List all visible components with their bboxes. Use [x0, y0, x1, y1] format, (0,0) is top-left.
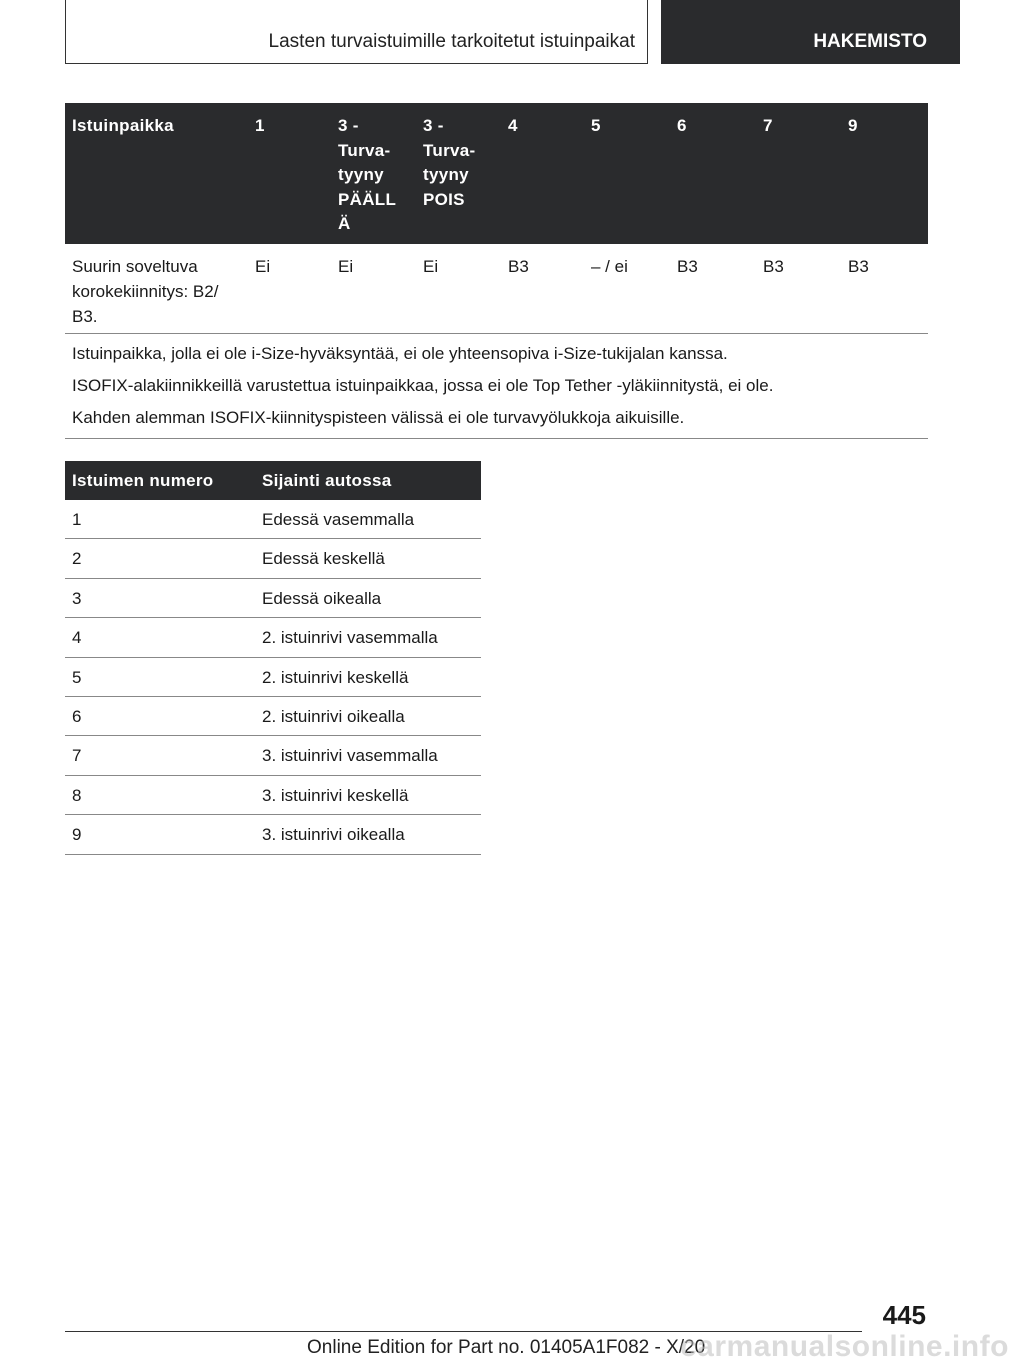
table-cell: 3. istuinrivi oikealla	[262, 825, 405, 845]
header-cell	[508, 114, 518, 139]
table-cell: 9	[72, 825, 82, 845]
header-cell-line: Turva-	[338, 140, 391, 160]
table-row	[65, 815, 481, 854]
table-header-row	[65, 103, 928, 244]
table-cell-line: B3	[763, 257, 784, 276]
table-cell-line: B3	[508, 257, 529, 276]
table-row	[65, 618, 481, 657]
table-cell	[423, 254, 438, 279]
header-cell-line: 7	[763, 116, 773, 135]
header-title-box	[65, 0, 648, 64]
table-cell	[591, 254, 628, 279]
table-body	[65, 500, 481, 855]
table-cell	[848, 254, 869, 279]
header-cell: Sijainti autossa	[262, 471, 392, 490]
table-cell-line: korokekiinnitys: B2/	[72, 282, 219, 301]
table-row	[65, 697, 481, 736]
seat-number-table	[65, 461, 481, 855]
table-cell: 3	[72, 588, 82, 608]
header-cell-line: Ä	[338, 214, 351, 233]
table-row	[65, 539, 481, 578]
table-cell	[508, 254, 529, 279]
header-cell-line: 6	[677, 116, 687, 135]
header-cell	[848, 114, 858, 139]
table-header-row	[65, 461, 481, 500]
header-cell-line: 5	[591, 116, 601, 135]
header-title: Lasten turvaistuimille tarkoitetut istuinpaikat	[268, 31, 635, 52]
section-tab[interactable]	[661, 0, 960, 64]
table-cell: 5	[72, 667, 82, 687]
table-cell-line: – / ei	[591, 257, 628, 276]
header-cell	[72, 114, 174, 139]
table-cell-line: B3	[848, 257, 869, 276]
header-cell-line: tyyny	[423, 165, 469, 184]
header-cell-line: POIS	[423, 189, 465, 209]
header-cell-line: 4	[508, 116, 518, 135]
table-cell: 6	[72, 706, 82, 726]
header-cell	[763, 114, 773, 139]
table-cell-line: Ei	[338, 257, 354, 276]
header-cell	[338, 114, 396, 237]
table-notes	[65, 334, 928, 439]
table-cell: 2. istuinrivi vasemmalla	[262, 628, 438, 648]
table-cell	[255, 254, 270, 279]
table-row	[65, 776, 481, 815]
table-cell: 7	[72, 746, 82, 766]
table-cell	[763, 254, 784, 279]
table-cell: Edessä keskellä	[262, 549, 385, 569]
header-cell-line: Istuinpaikka	[72, 116, 174, 135]
table-cell: 8	[72, 785, 82, 805]
edition-text: Online Edition for Part no. 01405A1F082 - X/20	[307, 1337, 706, 1358]
table-cell-line: B3	[677, 257, 698, 276]
section-tab-label: HAKEMISTO	[813, 31, 927, 52]
header-cell-line: 3 -	[338, 116, 359, 135]
table-row	[65, 579, 481, 618]
table-cell: 1	[72, 510, 82, 529]
table-note: Kahden alemman ISOFIX-kiinnityspisteen välissä ei ole turvavyölukkoja aikuisille.	[72, 408, 685, 427]
page-number: 445	[882, 1300, 926, 1330]
table-row	[65, 736, 481, 775]
table-cell-line: Ei	[423, 257, 439, 276]
table-cell: 2. istuinrivi keskellä	[262, 667, 409, 687]
watermark: carmanualsonline.info	[680, 1330, 1009, 1363]
header-cell-line: 1	[255, 116, 265, 135]
table-cell: 3. istuinrivi vasemmalla	[262, 746, 438, 766]
header-cell	[591, 114, 601, 139]
table-cell-line: Suurin soveltuva	[72, 257, 198, 276]
header-cell	[677, 114, 687, 139]
table-note: Istuinpaikka, jolla ei ole i-Size-hyväksyntää, ei ole yhteensopiva i-Size-tukijalan kanssa.	[72, 344, 728, 363]
header-cell-line: Turva-	[423, 140, 476, 160]
header-cell	[255, 114, 265, 139]
table-cell	[72, 254, 218, 329]
table-cell-line: B3.	[72, 307, 98, 326]
table-row	[65, 244, 928, 334]
seat-compatibility-table	[65, 103, 928, 439]
table-cell: 2	[72, 549, 82, 569]
header-cell	[423, 114, 476, 212]
table-note: ISOFIX-alakiinnikkeillä varustettua istuinpaikkaa, jossa ei ole Top Tether -yläkiinnitystä, ei ole.	[72, 376, 774, 395]
table-cell	[338, 254, 353, 279]
header-cell-line: 3 -	[423, 116, 444, 135]
table-cell: 3. istuinrivi keskellä	[262, 785, 409, 805]
table-cell: 4	[72, 628, 82, 648]
table-cell: Edessä vasemmalla	[262, 510, 415, 529]
header-cell-line: 9	[848, 116, 858, 135]
table-cell: 2. istuinrivi oikealla	[262, 706, 405, 726]
table-cell-line: Ei	[255, 257, 271, 276]
table-row	[65, 500, 481, 539]
table-cell: Edessä oikealla	[262, 588, 382, 608]
header-cell-line: tyyny	[338, 165, 384, 184]
table-row	[65, 658, 481, 697]
header-cell: Istuimen numero	[72, 471, 214, 490]
header-cell-line: PÄÄLL	[338, 189, 397, 209]
table-cell	[677, 254, 698, 279]
